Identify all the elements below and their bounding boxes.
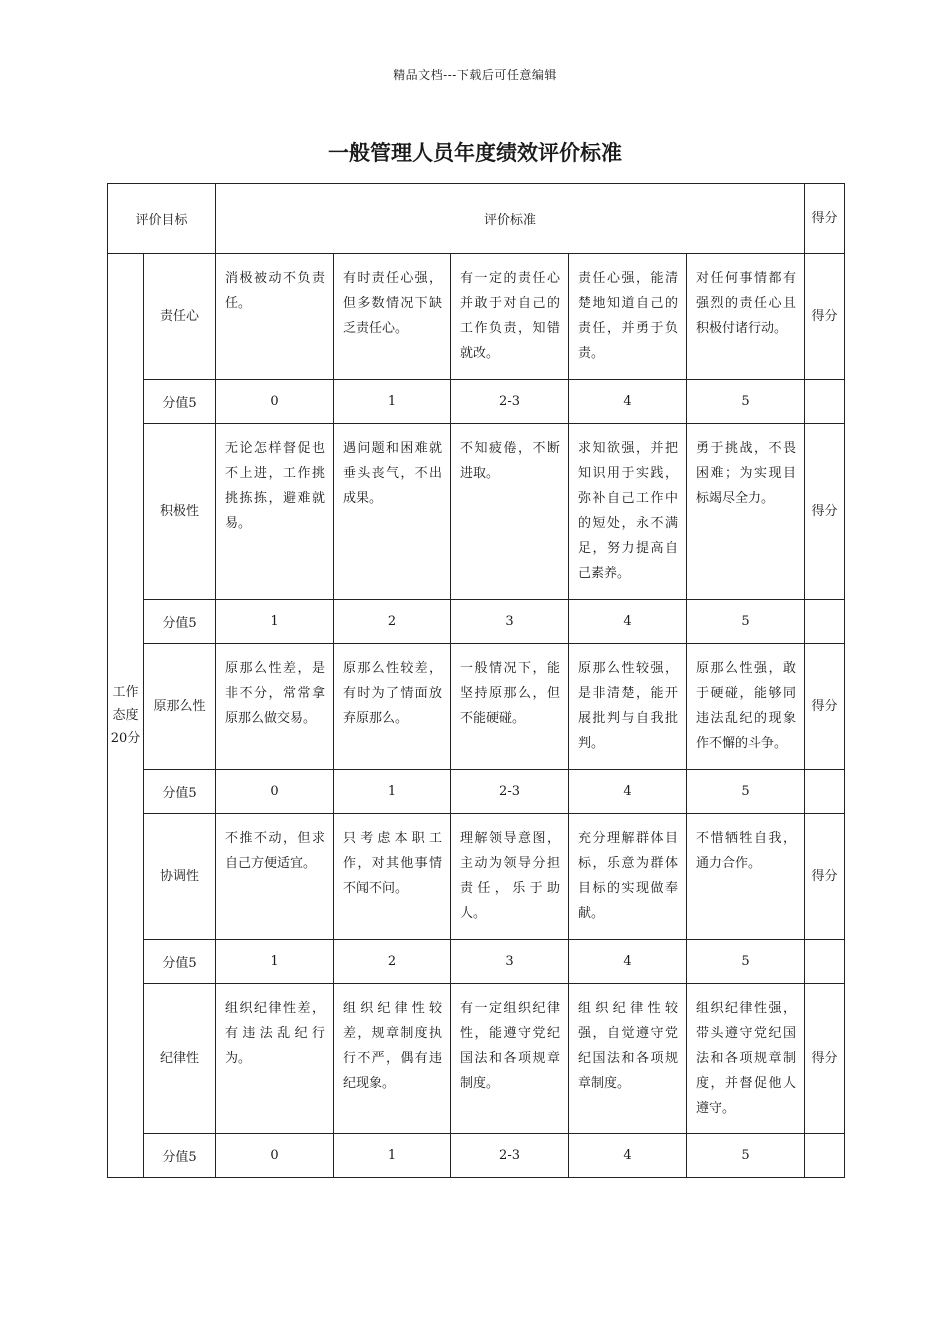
points-label: 分值5 — [144, 380, 216, 424]
item-name: 纪律性 — [144, 984, 216, 1134]
header-row — [108, 184, 845, 254]
criteria-row-responsibility — [108, 254, 845, 380]
level-description: 原那么性较差，有时为了情面放弃原那么。 — [334, 644, 451, 770]
level-description: 有一定组织纪律性，能遵守党纪国法和各项规章制度。 — [451, 984, 569, 1134]
level-description: 原那么性较强，是非清楚，能开展批判与自我批判。 — [569, 644, 687, 770]
score-label: 得分 — [805, 424, 845, 600]
points-label: 分值5 — [144, 770, 216, 814]
score-label: 得分 — [805, 644, 845, 770]
points-value: 0 — [216, 1134, 334, 1178]
points-value: 0 — [216, 770, 334, 814]
header-evaluation-target: 评价目标 — [108, 184, 216, 254]
level-description: 勇于挑战，不畏困难；为实现目标竭尽全力。 — [687, 424, 805, 600]
points-value: 2 — [334, 600, 451, 644]
points-value: 0 — [216, 380, 334, 424]
points-value: 2 — [334, 940, 451, 984]
points-value: 4 — [569, 940, 687, 984]
criteria-row-discipline — [108, 984, 845, 1134]
points-row — [108, 600, 845, 644]
level-description: 有一定的责任心并敢于对自己的工作负责，知错就改。 — [451, 254, 569, 380]
points-value: 4 — [569, 380, 687, 424]
header-evaluation-criteria: 评价标准 — [216, 184, 805, 254]
points-label: 分值5 — [144, 940, 216, 984]
score-input-cell — [805, 1134, 845, 1178]
item-name: 积极性 — [144, 424, 216, 600]
level-description: 只考虑本职工作，对其他事情不闻不问。 — [334, 814, 451, 940]
points-row — [108, 940, 845, 984]
level-description: 责任心强，能清楚地知道自己的责任，并勇于负责。 — [569, 254, 687, 380]
level-description: 不知疲倦，不断进取。 — [451, 424, 569, 600]
points-value: 4 — [569, 1134, 687, 1178]
level-description: 不惜牺牲自我，通力合作。 — [687, 814, 805, 940]
points-value: 1 — [334, 380, 451, 424]
points-value: 2-3 — [451, 770, 569, 814]
points-row — [108, 770, 845, 814]
points-value: 4 — [569, 600, 687, 644]
level-description: 消极被动不负责任。 — [216, 254, 334, 380]
level-description: 组织纪律性较强，自觉遵守党纪国法和各项规章制度。 — [569, 984, 687, 1134]
level-description: 原那么性强，敢于硬碰，能够同违法乱纪的现象作不懈的斗争。 — [687, 644, 805, 770]
level-description: 组织纪律性较差，规章制度执行不严，偶有违纪现象。 — [334, 984, 451, 1134]
level-description: 无论怎样督促也不上进，工作挑挑拣拣，避难就易。 — [216, 424, 334, 600]
score-label: 得分 — [805, 814, 845, 940]
item-name: 原那么性 — [144, 644, 216, 770]
section-work-attitude: 工作态度20分 — [108, 254, 144, 1178]
score-input-cell — [805, 380, 845, 424]
document-title: 一般管理人员年度绩效评价标准 — [328, 141, 622, 165]
criteria-row-initiative — [108, 424, 845, 600]
page-header-note: 精品文档---下载后可任意编辑 — [393, 68, 557, 82]
level-description: 组织纪律性差，有违法乱纪行为。 — [216, 984, 334, 1134]
points-label: 分值5 — [144, 1134, 216, 1178]
header-score: 得分 — [805, 184, 845, 254]
level-description: 求知欲强，并把知识用于实践，弥补自己工作中的短处，永不满足，努力提高自己素养。 — [569, 424, 687, 600]
points-value: 4 — [569, 770, 687, 814]
criteria-row-principle — [108, 644, 845, 770]
points-row — [108, 380, 845, 424]
points-value: 1 — [334, 1134, 451, 1178]
score-input-cell — [805, 940, 845, 984]
level-description: 充分理解群体目标，乐意为群体目标的实现做奉献。 — [569, 814, 687, 940]
points-row — [108, 1134, 845, 1178]
score-label: 得分 — [805, 984, 845, 1134]
points-value: 5 — [687, 380, 805, 424]
level-description: 理解领导意图，主动为领导分担责任，乐于助人。 — [451, 814, 569, 940]
points-value: 3 — [451, 600, 569, 644]
points-value: 2-3 — [451, 380, 569, 424]
points-value: 5 — [687, 940, 805, 984]
points-value: 1 — [334, 770, 451, 814]
item-name: 责任心 — [144, 254, 216, 380]
points-value: 2-3 — [451, 1134, 569, 1178]
level-description: 原那么性差，是非不分，常常拿原那么做交易。 — [216, 644, 334, 770]
points-value: 5 — [687, 600, 805, 644]
evaluation-table — [107, 183, 845, 1178]
level-description: 有时责任心强，但多数情况下缺乏责任心。 — [334, 254, 451, 380]
points-value: 5 — [687, 1134, 805, 1178]
points-value: 3 — [451, 940, 569, 984]
level-description: 不推不动，但求自己方便适宜。 — [216, 814, 334, 940]
score-input-cell — [805, 770, 845, 814]
item-name: 协调性 — [144, 814, 216, 940]
score-label: 得分 — [805, 254, 845, 380]
points-value: 1 — [216, 600, 334, 644]
points-value: 5 — [687, 770, 805, 814]
level-description: 一般情况下，能坚持原那么，但不能硬碰。 — [451, 644, 569, 770]
score-input-cell — [805, 600, 845, 644]
criteria-row-coordination — [108, 814, 845, 940]
level-description: 组织纪律性强，带头遵守党纪国法和各项规章制度，并督促他人遵守。 — [687, 984, 805, 1134]
points-label: 分值5 — [144, 600, 216, 644]
level-description: 遇问题和困难就垂头丧气，不出成果。 — [334, 424, 451, 600]
level-description: 对任何事情都有强烈的责任心且积极付诸行动。 — [687, 254, 805, 380]
points-value: 1 — [216, 940, 334, 984]
